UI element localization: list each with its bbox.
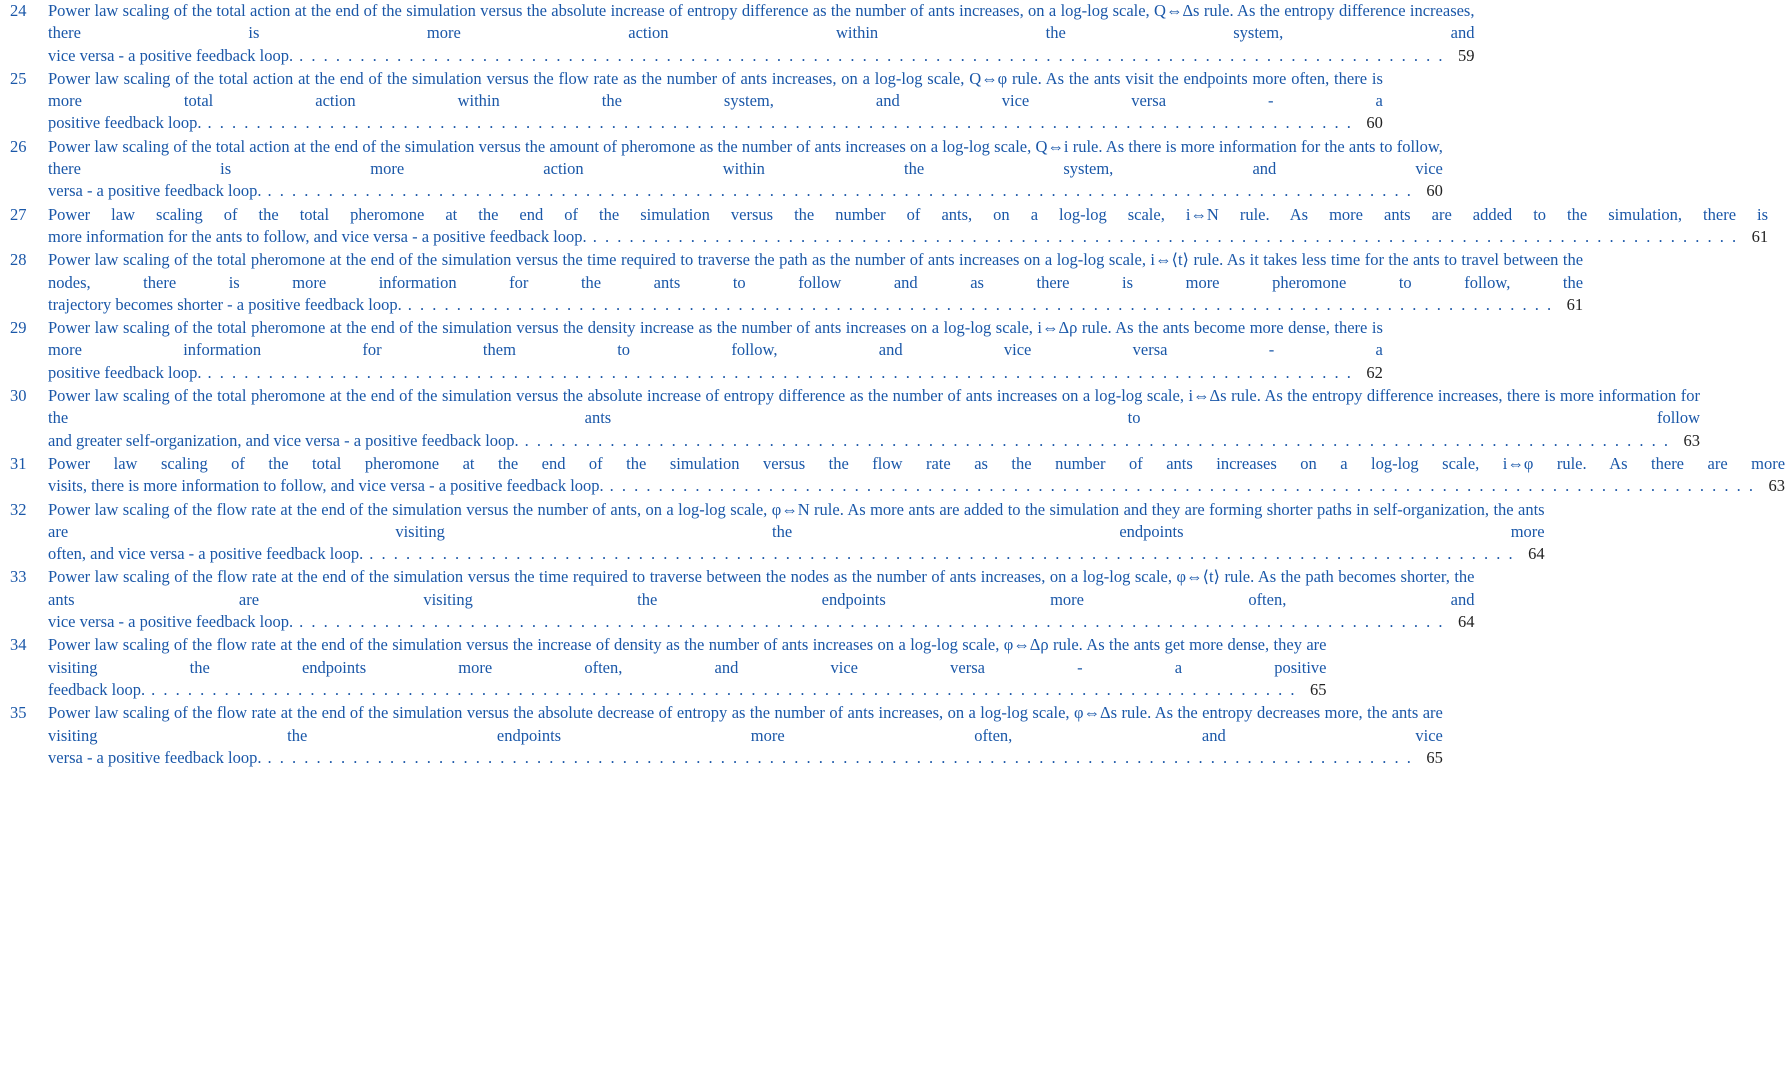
dot-leader (299, 45, 1442, 62)
figure-entry-29[interactable] (10, 317, 1383, 384)
caption-text: Power law scaling of the total action at the end of the simulation versus the flow rate as the number of ants increases, on a log-log scale, Q⇔φ rule. As the ants visit the endpoints more often, there is more total action within the system, and vice versa - a (48, 68, 1383, 111)
caption-tail: trajectory becomes shorter - a positive feedback loop. (48, 294, 402, 314)
page-number[interactable]: 64 (1457, 612, 1475, 632)
caption-last-line (48, 543, 1545, 565)
caption-text: Power law scaling of the flow rate at the end of the simulation versus the time required to traverse between the nodes as the number of ants increases, on a log-log scale, φ⇔⟨t⟩ rule. As the path becomes shorter, the ants are visiting the endpoints more often, and (48, 567, 1475, 609)
caption-text: Power law scaling of the flow rate at the end of the simulation versus the increase of density as the number of ants increases on a log-log scale, φ⇔Δρ rule. As the ants get more dense, they are visiting the endpoints more often, and vice versa - a positive (48, 635, 1327, 677)
dot-leader (151, 679, 1294, 696)
caption-last-line (48, 112, 1383, 134)
figure-entry-33[interactable] (10, 566, 1475, 633)
caption-text: Power law scaling of the total pheromone at the end of the simulation versus the number of ants, on a log-log scale, i⇔N rule. As more ants are added to the simulation, there is (48, 204, 1769, 224)
figure-entry-25[interactable] (10, 68, 1383, 135)
caption-tail: and greater self-organization, and vice versa - a positive feedback loop. (48, 430, 519, 450)
figure-entry-26[interactable] (10, 136, 1443, 203)
figure-number: 27 (10, 204, 27, 224)
caption-text: Power law scaling of the total pheromone at the end of the simulation versus the absolute increase of entropy difference as the number of ants increases on a log-log scale, i⇔Δs rule. As the entropy difference increases, there is more information for the ants to follow (48, 386, 1701, 428)
figure-number: 25 (10, 68, 27, 88)
figure-entry-31[interactable] (10, 453, 1785, 498)
dot-leader (208, 362, 1351, 379)
figure-caption (48, 249, 1583, 316)
caption-tail: versa - a positive feedback loop. (48, 747, 262, 767)
figure-entry-30[interactable] (10, 385, 1701, 452)
figure-caption (48, 453, 1785, 498)
caption-text: Power law scaling of the total pheromone at the end of the simulation versus the density increase as the number of ants increases on a log-log scale, i⇔Δρ rule. As the ants become more dense, there is more information for them to follow, and vice versa - a (48, 318, 1383, 360)
caption-last-line (48, 362, 1383, 384)
caption-tail: vice versa - a positive feedback loop. (48, 612, 294, 632)
caption-text: Power law scaling of the flow rate at the end of the simulation versus the number of ants, on a log-log scale, φ⇔N rule. As more ants are added to the simulation and they are forming shorter paths in self-organization, the ants are visiting the endpoints more (48, 499, 1545, 541)
page-number[interactable]: 63 (1768, 476, 1785, 496)
caption-last-line (48, 294, 1583, 316)
figure-entry-32[interactable] (10, 499, 1545, 566)
figure-caption (48, 68, 1383, 135)
caption-tail: positive feedback loop. (48, 113, 202, 133)
page-number[interactable]: 61 (1751, 226, 1769, 246)
caption-text: Power law scaling of the total pheromone at the end of the simulation versus the time required to traverse the path as the number of ants increases on a log-log scale, i⇔⟨t⟩ rule. As it takes less time for the ants to travel between the nodes, there is more information for the ants to follow and as there is more pheromone to follow, the (48, 250, 1584, 292)
caption-tail: visits, there is more information to follow, and vice versa - a positive feedback loop. (48, 476, 604, 496)
caption-last-line (48, 226, 1768, 248)
figure-entry-28[interactable] (10, 249, 1584, 316)
figure-number: 34 (10, 635, 27, 655)
page-number[interactable]: 60 (1366, 113, 1383, 133)
figure-caption (48, 634, 1327, 701)
caption-tail: more information for the ants to follow, and vice versa - a positive feedback loop. (48, 226, 587, 246)
page-number[interactable]: 62 (1366, 362, 1383, 382)
caption-text: Power law scaling of the flow rate at the end of the simulation versus the absolute decrease of entropy as the number of ants increases, on a log-log scale, φ⇔Δs rule. As the entropy decreases more, the ants are visiting the endpoints more often, and vice (48, 703, 1443, 745)
figure-number: 31 (10, 453, 27, 473)
figure-number: 26 (10, 136, 27, 156)
figure-caption (48, 499, 1545, 566)
figure-entry-27[interactable] (10, 204, 1769, 249)
figure-caption (48, 702, 1443, 769)
dot-leader (268, 747, 1411, 764)
dot-leader (610, 475, 1753, 492)
caption-tail: feedback loop. (48, 679, 146, 699)
caption-last-line (48, 45, 1474, 67)
figure-number: 32 (10, 499, 27, 519)
page-number[interactable]: 64 (1528, 544, 1545, 564)
figure-entry-24[interactable] (10, 0, 1475, 67)
page-number[interactable]: 65 (1310, 679, 1327, 699)
dot-leader (299, 611, 1442, 628)
dot-leader (408, 294, 1551, 311)
figure-entry-35[interactable] (10, 702, 1443, 769)
figure-number: 29 (10, 318, 27, 338)
caption-text: Power law scaling of the total action at the end of the simulation versus the absolute increase of entropy difference as the number of ants increases, on a log-log scale, Q⇔Δs rule. As the entropy difference increases, there is more action within the system, and (48, 1, 1475, 43)
figure-number: 28 (10, 250, 27, 270)
caption-last-line (48, 747, 1443, 769)
caption-last-line (48, 180, 1443, 202)
caption-last-line (48, 430, 1700, 452)
figure-number: 30 (10, 386, 27, 406)
caption-text: Power law scaling of the total pheromone at the end of the simulation versus the flow rate as the number of ants increases on a log-log scale, i⇔φ rule. As there are more (48, 453, 1785, 473)
dot-leader (268, 180, 1411, 197)
figure-caption (48, 136, 1443, 203)
page-number[interactable]: 65 (1426, 747, 1443, 767)
figure-caption (48, 566, 1474, 633)
page-number[interactable]: 59 (1457, 45, 1475, 65)
caption-text: Power law scaling of the total action at the end of the simulation versus the amount of pheromone as the number of ants increases on a log-log scale, Q⇔i rule. As there is more information for the ants to follow, there is more action within the system, and vice (48, 136, 1443, 179)
figure-caption (48, 0, 1474, 67)
dot-leader (525, 430, 1668, 447)
page-number[interactable]: 60 (1426, 181, 1443, 201)
caption-tail: versa - a positive feedback loop. (48, 181, 262, 201)
figure-caption (48, 385, 1700, 452)
page-number[interactable]: 63 (1683, 430, 1701, 450)
list-of-figures (10, 0, 1785, 770)
caption-tail: vice versa - a positive feedback loop. (48, 45, 294, 65)
caption-tail: often, and vice versa - a positive feedback loop. (48, 544, 364, 564)
caption-last-line (48, 679, 1327, 701)
figure-caption (48, 317, 1383, 384)
page-number[interactable]: 61 (1566, 294, 1584, 314)
figure-caption (48, 204, 1768, 249)
caption-last-line (48, 475, 1785, 497)
figure-number: 24 (10, 1, 27, 20)
dot-leader (593, 226, 1736, 243)
figure-number: 35 (10, 703, 27, 723)
figure-number: 33 (10, 567, 27, 587)
figure-entry-34[interactable] (10, 634, 1327, 701)
caption-tail: positive feedback loop. (48, 362, 202, 382)
dot-leader (369, 543, 1512, 560)
dot-leader (208, 112, 1351, 129)
caption-last-line (48, 611, 1474, 633)
